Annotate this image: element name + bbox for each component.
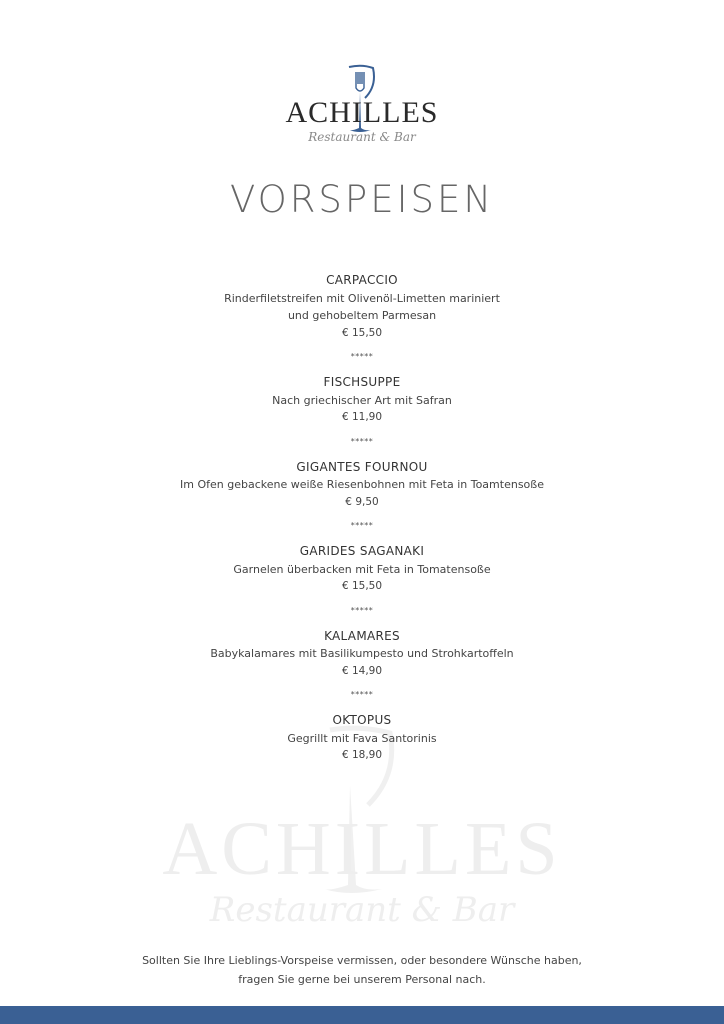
footer-note	[0, 951, 724, 989]
item-name: OKTOPUS	[332, 713, 392, 727]
item-price: € 15,50	[341, 326, 383, 339]
item-description: Gegrillt mit Fava Santorinis	[287, 731, 437, 745]
item-description: Nach griechischer Art mit Safran	[272, 393, 452, 407]
item-price: € 15,50	[341, 580, 383, 592]
bottom-brand-bar	[0, 1006, 724, 1024]
separator: *****	[350, 436, 374, 446]
logo-wordmark: ACHILLES	[285, 96, 439, 129]
menu-item	[0, 459, 724, 512]
separator: *****	[350, 690, 374, 699]
item-price: € 18,90	[341, 749, 383, 761]
menu-item	[0, 543, 724, 596]
menu-item	[0, 712, 724, 765]
page-title: VORSPEISEN	[229, 178, 495, 221]
menu-item	[0, 272, 724, 342]
separator: *****	[350, 352, 374, 361]
item-description: und gehobeltem Parmesan	[287, 309, 437, 322]
separator: *****	[350, 605, 374, 615]
item-description: Im Ofen gebackene weiße Riesenbohnen mit Feta in Toamtensoße	[180, 478, 544, 491]
footer-line: fragen Sie gerne bei unserem Personal nach.	[238, 973, 486, 986]
watermark-wordmark: ACHILLES	[162, 807, 562, 891]
menu-list	[0, 272, 724, 765]
logo-subtitle: Restaurant & Bar	[308, 130, 416, 144]
item-description: Garnelen überbacken mit Feta in Tomatensoße	[233, 562, 491, 576]
menu-item	[0, 628, 724, 681]
item-description: Rinderfiletstreifen mit Olivenöl-Limetten mariniert	[224, 291, 500, 305]
restaurant-logo	[0, 62, 724, 152]
watermark-subtitle: Restaurant & Bar	[209, 890, 515, 930]
item-name: KALAMARES	[324, 628, 400, 643]
item-name: CARPACCIO	[326, 273, 398, 287]
footer-line: Sollten Sie Ihre Lieblings-Vorspeise vermissen, oder besondere Wünsche haben,	[142, 954, 582, 967]
item-description: Babykalamares mit Basilikumpesto und Strohkartoffeln	[210, 647, 514, 660]
separator: *****	[350, 521, 374, 530]
item-name: GIGANTES FOURNOU	[296, 459, 428, 474]
menu-item	[0, 374, 724, 427]
item-name: GARIDES SAGANAKI	[299, 544, 425, 558]
item-price: € 9,50	[345, 495, 379, 508]
item-price: € 11,90	[341, 411, 383, 423]
item-price: € 14,90	[341, 664, 383, 677]
item-name: FISCHSUPPE	[323, 375, 401, 389]
